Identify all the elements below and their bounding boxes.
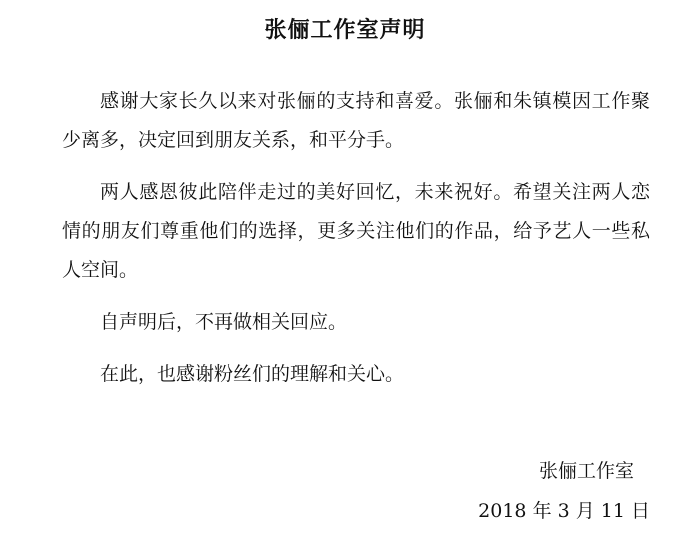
- paragraph-4: 在此，也感谢粉丝们的理解和关心。: [100, 363, 405, 385]
- statement-title: 张俪工作室声明: [264, 17, 426, 43]
- statement-date: 2018 年 3 月 11 日: [478, 500, 650, 522]
- paragraph-3: 自声明后，不再做相关回应。: [100, 311, 348, 333]
- paragraph-1: 感谢大家长久以来对张俪的支持和喜爱。张俪和朱镇模因工作聚少离多，决定回到朋友关系，和平分手。: [62, 90, 650, 151]
- paragraph-2: 两人感恩彼此陪伴走过的美好回忆，未来祝好。希望关注两人恋情的朋友们尊重他们的选择，更多关注他们的作品，给予艺人一些私人空间。: [62, 181, 650, 281]
- statement-body: [62, 82, 650, 407]
- signature: 张俪工作室: [538, 460, 634, 482]
